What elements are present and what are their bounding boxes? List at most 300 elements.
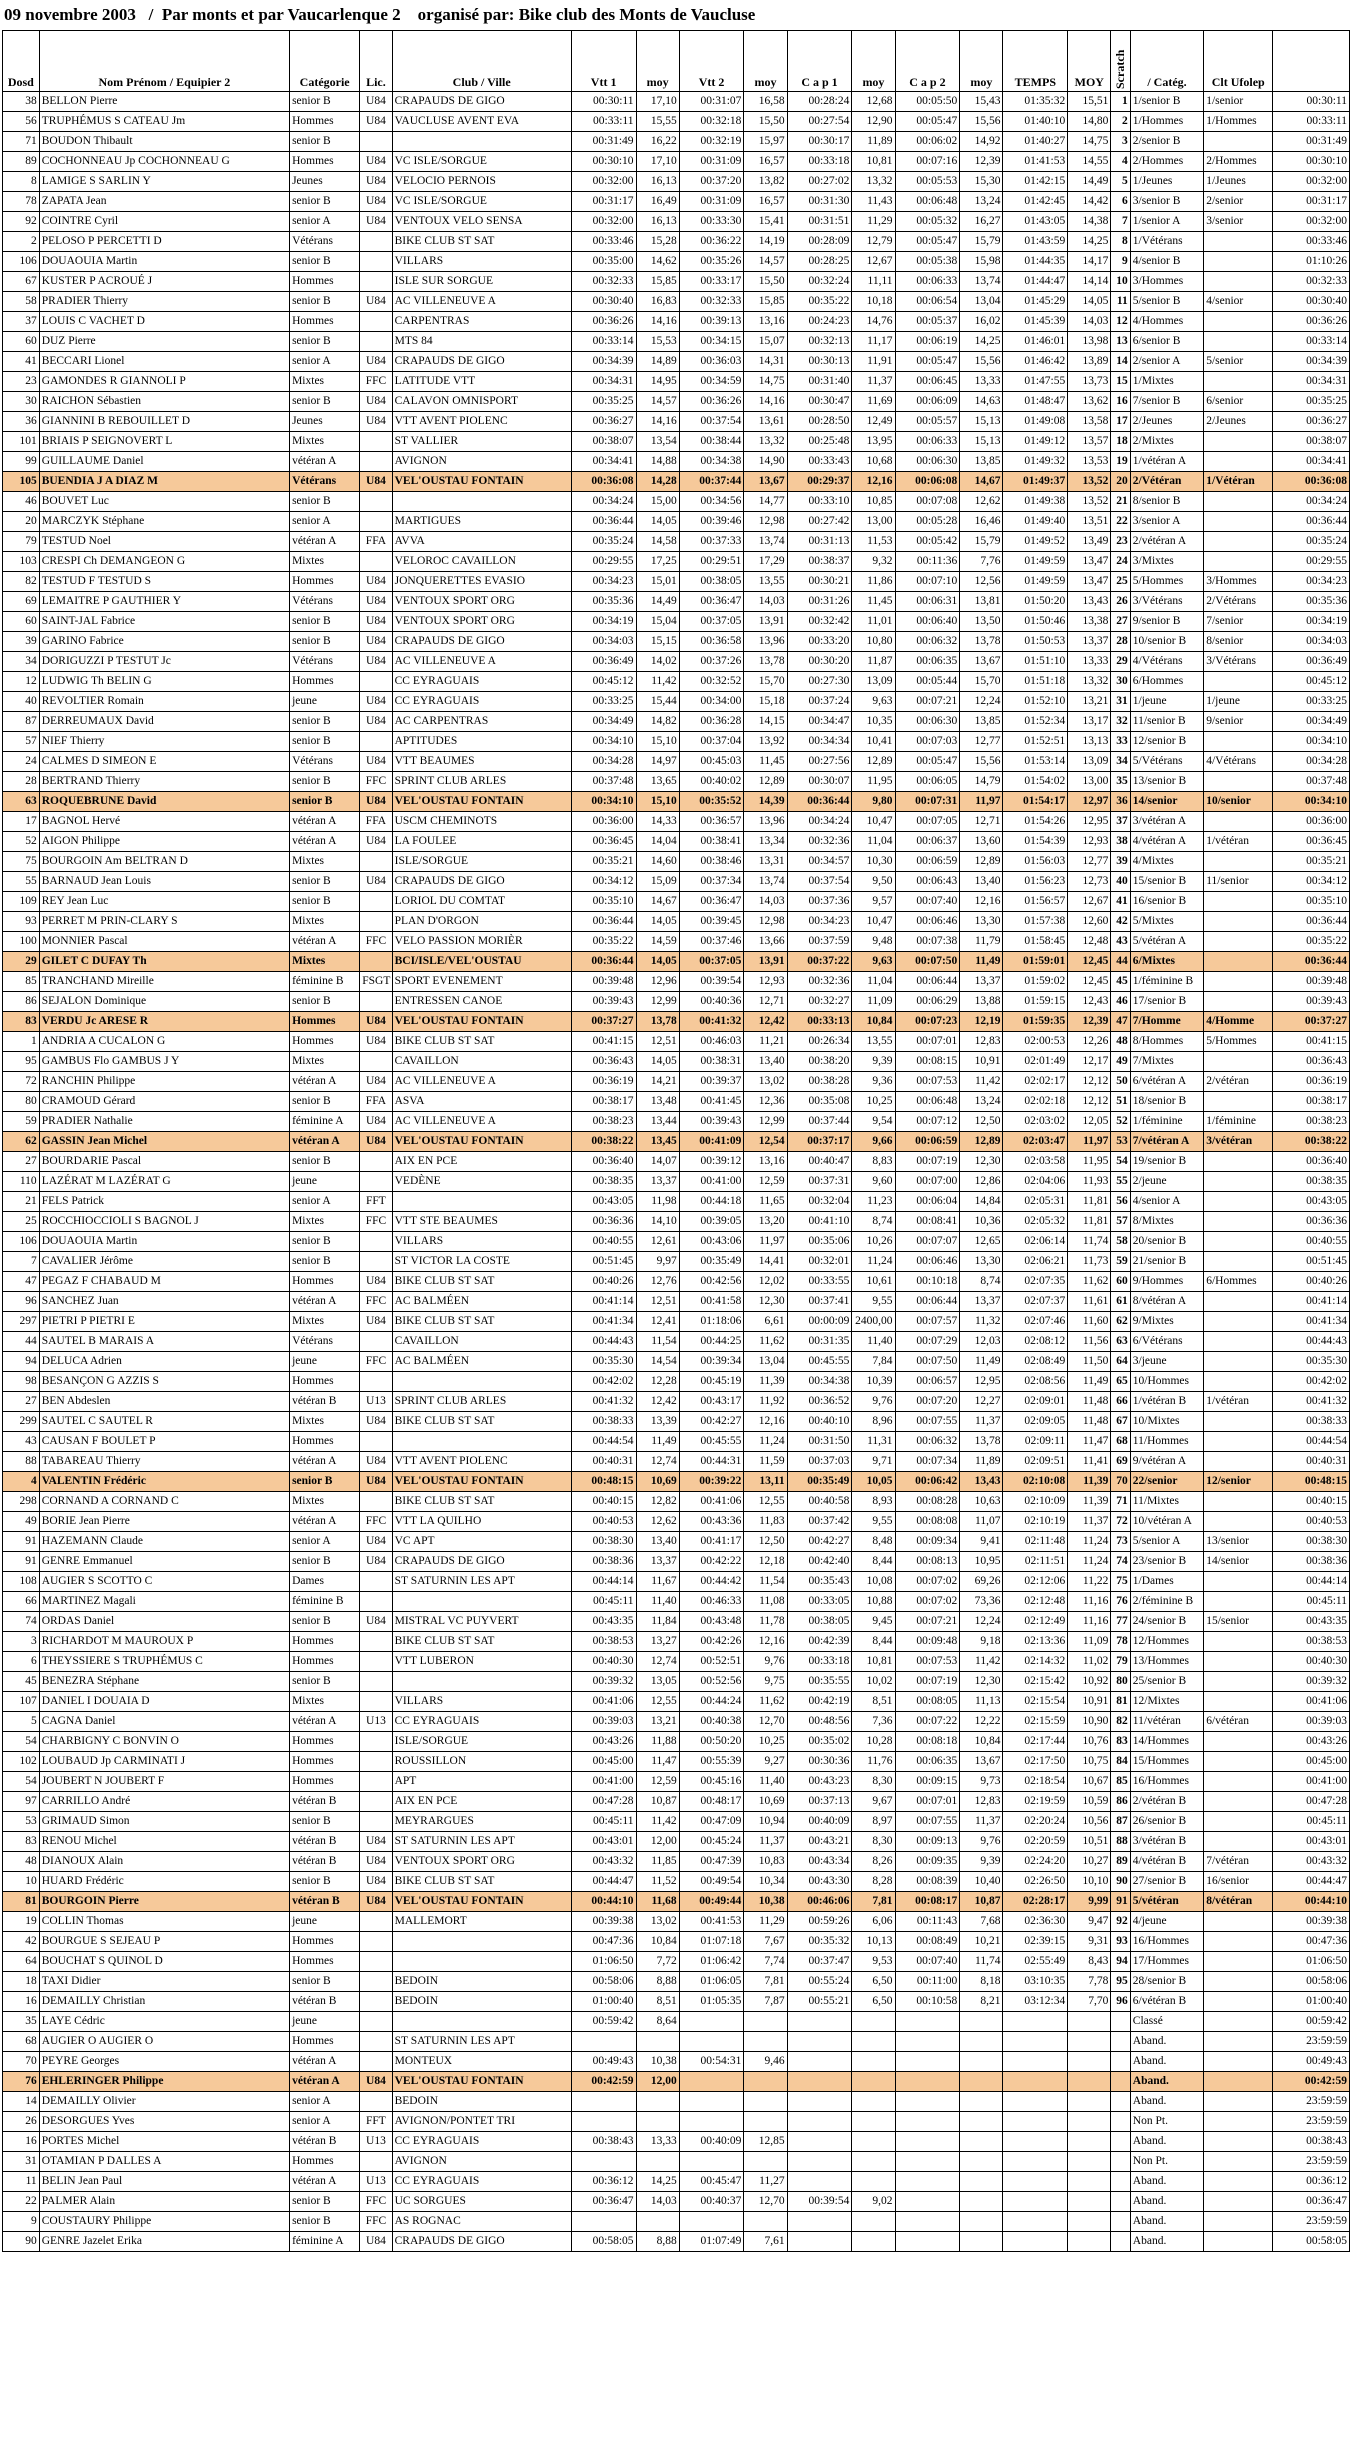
- table-cell: BUENDIA J A DIAZ M: [39, 472, 289, 492]
- table-cell: 00:38:30: [1273, 1532, 1350, 1552]
- table-cell: [852, 2012, 895, 2032]
- table-cell: 7/Mixtes: [1130, 1052, 1203, 1072]
- table-cell: 17: [1111, 412, 1130, 432]
- table-cell: 69,26: [960, 1572, 1003, 1592]
- table-cell: 12: [3, 672, 40, 692]
- table-cell: 10,76: [1068, 1732, 1111, 1752]
- table-cell: CARRILLO André: [39, 1792, 289, 1812]
- table-cell: 1/vétéran: [1204, 1392, 1273, 1412]
- table-cell: 14,67: [960, 472, 1003, 492]
- table-cell: 11,85: [636, 1852, 679, 1872]
- table-cell: 16,46: [960, 512, 1003, 532]
- table-cell: 9,80: [852, 792, 895, 812]
- table-cell: 01:43:05: [1003, 212, 1068, 232]
- table-cell: 4/Vétérans: [1204, 752, 1273, 772]
- table-cell: 00:34:57: [787, 852, 852, 872]
- table-cell: U84: [360, 632, 392, 652]
- table-cell: ST SATURNIN LES APT: [392, 2032, 571, 2052]
- table-cell: 2/Hommes: [1204, 152, 1273, 172]
- table-cell: 14,28: [636, 472, 679, 492]
- table-cell: [1204, 1512, 1273, 1532]
- table-cell: 11,27: [744, 2172, 787, 2192]
- table-cell: [1204, 2052, 1273, 2072]
- table-cell: 00:36:00: [1273, 812, 1350, 832]
- table-cell: U84: [360, 1472, 392, 1492]
- table-cell: [1111, 2232, 1130, 2252]
- table-cell: 9,73: [960, 1772, 1003, 1792]
- table-cell: 14,04: [636, 832, 679, 852]
- table-cell: 103: [3, 552, 40, 572]
- table-cell: 01:49:38: [1003, 492, 1068, 512]
- table-cell: 3/Hommes: [1130, 272, 1203, 292]
- table-cell: 27: [3, 1392, 40, 1412]
- table-cell: 4/senior B: [1130, 252, 1203, 272]
- table-cell: 12,24: [960, 692, 1003, 712]
- table-cell: VELOCIO PERNOIS: [392, 172, 571, 192]
- table-cell: 00:39:48: [571, 972, 636, 992]
- table-cell: 00:38:35: [1273, 1172, 1350, 1192]
- table-cell: U84: [360, 1412, 392, 1432]
- table-cell: ROUSSILLON: [392, 1752, 571, 1772]
- table-cell: PEYRE Georges: [39, 2052, 289, 2072]
- table-cell: 9,27: [744, 1752, 787, 1772]
- table-cell: U84: [360, 792, 392, 812]
- table-cell: 2/senior A: [1130, 352, 1203, 372]
- table-cell: [360, 1992, 392, 2012]
- table-cell: [1204, 1432, 1273, 1452]
- table-cell: 00:41:34: [571, 1312, 636, 1332]
- table-cell: 00:44:18: [679, 1192, 744, 1212]
- table-cell: [1111, 2112, 1130, 2132]
- table-cell: 00:39:13: [679, 312, 744, 332]
- table-cell: MEYRARGUES: [392, 1812, 571, 1832]
- table-cell: 15,13: [960, 432, 1003, 452]
- table-cell: 02:11:48: [1003, 1532, 1068, 1552]
- table-cell: 02:08:49: [1003, 1352, 1068, 1372]
- table-cell: 11,95: [1068, 1152, 1111, 1172]
- table-cell: 15,00: [636, 492, 679, 512]
- table-cell: 00:07:55: [895, 1412, 960, 1432]
- table-cell: 8,74: [960, 1272, 1003, 1292]
- table-cell: 10,59: [1068, 1792, 1111, 1812]
- table-cell: U84: [360, 392, 392, 412]
- table-cell: 14,75: [1068, 132, 1111, 152]
- table-cell: 13,57: [1068, 432, 1111, 452]
- table-cell: AIX EN PCE: [392, 1152, 571, 1172]
- table-cell: 15,44: [636, 692, 679, 712]
- table-cell: 00:36:12: [1273, 2172, 1350, 2192]
- table-cell: 13,44: [636, 1112, 679, 1132]
- table-cell: 15,43: [960, 92, 1003, 112]
- table-cell: [1204, 432, 1273, 452]
- table-cell: ROQUEBRUNE David: [39, 792, 289, 812]
- table-cell: 00:32:00: [1273, 172, 1350, 192]
- table-cell: 00:42:56: [679, 1272, 744, 1292]
- table-cell: 00:06:04: [895, 1192, 960, 1212]
- table-cell: [679, 2012, 744, 2032]
- table-cell: U84: [360, 192, 392, 212]
- table-cell: 4/jeune: [1130, 1912, 1203, 1932]
- table-cell: 8,93: [852, 1492, 895, 1512]
- table-cell: GRIMAUD Simon: [39, 1812, 289, 1832]
- table-cell: TRANCHAND Mireille: [39, 972, 289, 992]
- table-cell: 00:32:18: [679, 112, 744, 132]
- table-cell: [636, 2032, 679, 2052]
- table-cell: [1204, 1052, 1273, 1072]
- table-cell: LA FOULEE: [392, 832, 571, 852]
- table-cell: Hommes: [290, 1652, 360, 1672]
- table-cell: 00:32:13: [787, 332, 852, 352]
- table-cell: Non Pt.: [1130, 2112, 1203, 2132]
- table-cell: PRADIER Nathalie: [39, 1112, 289, 1132]
- table-cell: 00:43:26: [1273, 1732, 1350, 1752]
- table-cell: 11,93: [1068, 1172, 1111, 1192]
- table-cell: 8,64: [636, 2012, 679, 2032]
- table-cell: [1204, 1192, 1273, 1212]
- table-cell: SAINT-JAL Fabrice: [39, 612, 289, 632]
- table-cell: Dames: [290, 1572, 360, 1592]
- table-cell: 00:08:08: [895, 1512, 960, 1532]
- table-cell: 00:07:40: [895, 892, 960, 912]
- table-cell: U84: [360, 1832, 392, 1852]
- table-cell: 00:37:26: [679, 652, 744, 672]
- table-cell: 00:31:07: [679, 92, 744, 112]
- table-row: [3, 1752, 1350, 1772]
- table-cell: MONNIER Pascal: [39, 932, 289, 952]
- table-cell: 00:34:28: [1273, 752, 1350, 772]
- table-cell: 02:55:49: [1003, 1952, 1068, 1972]
- table-cell: 78: [3, 192, 40, 212]
- table-cell: [787, 2012, 852, 2032]
- table-cell: 00:06:08: [895, 472, 960, 492]
- table-cell: 15,53: [636, 332, 679, 352]
- table-cell: 00:34:19: [571, 612, 636, 632]
- table-cell: 01:35:32: [1003, 92, 1068, 112]
- table-cell: 00:37:27: [571, 1012, 636, 1032]
- table-cell: 13,05: [636, 1672, 679, 1692]
- table-cell: [1204, 852, 1273, 872]
- table-cell: 12,98: [744, 512, 787, 532]
- table-row: [3, 2112, 1350, 2132]
- table-cell: VC APT: [392, 1532, 571, 1552]
- table-cell: GAMONDES R GIANNOLI P: [39, 372, 289, 392]
- table-cell: 14,95: [636, 372, 679, 392]
- table-cell: 00:33:46: [1273, 232, 1350, 252]
- table-cell: 11/senior B: [1130, 712, 1203, 732]
- table-cell: 00:42:27: [679, 1412, 744, 1432]
- table-cell: 13,65: [636, 772, 679, 792]
- table-cell: 00:34:31: [1273, 372, 1350, 392]
- table-row: [3, 692, 1350, 712]
- table-cell: 13,62: [1068, 392, 1111, 412]
- table-cell: 13,78: [960, 632, 1003, 652]
- table-cell: 14,92: [960, 132, 1003, 152]
- table-cell: 11/Hommes: [1130, 1432, 1203, 1452]
- table-cell: U13: [360, 1392, 392, 1412]
- table-cell: 00:45:16: [679, 1772, 744, 1792]
- table-cell: 4/senior: [1204, 292, 1273, 312]
- table-cell: 00:30:11: [1273, 92, 1350, 112]
- table-row: [3, 612, 1350, 632]
- table-cell: VENTOUX SPORT ORG: [392, 592, 571, 612]
- table-cell: U84: [360, 832, 392, 852]
- table-cell: 8,43: [1068, 1952, 1111, 1972]
- table-cell: AIGON Philippe: [39, 832, 289, 852]
- table-cell: 00:43:01: [571, 1832, 636, 1852]
- table-cell: 62: [3, 1132, 40, 1152]
- table-cell: 2/jeune: [1130, 1172, 1203, 1192]
- table-cell: 12,90: [852, 112, 895, 132]
- table-cell: [392, 2012, 571, 2032]
- table-cell: 75: [1111, 1572, 1130, 1592]
- table-cell: 12,89: [960, 1132, 1003, 1152]
- table-cell: 11,91: [852, 352, 895, 372]
- table-cell: 67: [3, 272, 40, 292]
- table-cell: 11,79: [960, 932, 1003, 952]
- table-cell: 13,82: [744, 172, 787, 192]
- table-cell: 00:35:24: [1273, 532, 1350, 552]
- table-cell: 00:42:59: [1273, 2072, 1350, 2092]
- table-cell: 8,44: [852, 1632, 895, 1652]
- table-cell: 11,39: [744, 1372, 787, 1392]
- table-cell: 10,63: [960, 1492, 1003, 1512]
- table-cell: 00:45:11: [1273, 1592, 1350, 1612]
- table-cell: 00:36:52: [787, 1392, 852, 1412]
- table-cell: 02:39:15: [1003, 1932, 1068, 1952]
- table-cell: 10,84: [852, 1012, 895, 1032]
- column-header: Scratch: [1111, 31, 1130, 92]
- table-cell: PALMER Alain: [39, 2192, 289, 2212]
- table-cell: senior B: [290, 132, 360, 152]
- table-cell: 01:52:34: [1003, 712, 1068, 732]
- table-cell: [1111, 2072, 1130, 2092]
- table-cell: 00:35:55: [787, 1672, 852, 1692]
- table-cell: 00:52:51: [679, 1652, 744, 1672]
- table-cell: 98: [3, 1372, 40, 1392]
- table-cell: CARPENTRAS: [392, 312, 571, 332]
- table-cell: [1204, 452, 1273, 472]
- table-cell: 11,09: [1068, 1632, 1111, 1652]
- table-cell: 00:37:36: [787, 892, 852, 912]
- table-cell: 47: [1111, 1012, 1130, 1032]
- table-cell: 00:36:57: [679, 812, 744, 832]
- table-cell: 1/senior A: [1130, 212, 1203, 232]
- table-cell: 00:38:36: [571, 1552, 636, 1572]
- column-header: Catégorie: [290, 31, 360, 92]
- table-cell: Vétérans: [290, 232, 360, 252]
- table-cell: 00:34:31: [571, 372, 636, 392]
- table-cell: 10,41: [852, 732, 895, 752]
- table-cell: 00:40:15: [1273, 1492, 1350, 1512]
- table-cell: 10,80: [852, 632, 895, 652]
- table-cell: 00:38:05: [787, 1612, 852, 1632]
- table-cell: 00:08:13: [895, 1552, 960, 1572]
- table-cell: U84: [360, 1892, 392, 1912]
- table-cell: [895, 2092, 960, 2112]
- table-cell: 13,67: [960, 1752, 1003, 1772]
- table-cell: 76: [1111, 1592, 1130, 1612]
- table-cell: 15,41: [744, 212, 787, 232]
- table-cell: 00:43:05: [571, 1192, 636, 1212]
- table-cell: [1111, 2052, 1130, 2072]
- table-cell: [1204, 1452, 1273, 1472]
- table-cell: 3/vétéran B: [1130, 1832, 1203, 1852]
- table-cell: CC EYRAGUAIS: [392, 692, 571, 712]
- table-cell: [895, 2212, 960, 2232]
- table-row: [3, 1692, 1350, 1712]
- table-cell: 00:47:28: [571, 1792, 636, 1812]
- table-cell: ZAPATA Jean: [39, 192, 289, 212]
- table-cell: 38: [3, 92, 40, 112]
- table-cell: 00:10:58: [895, 1992, 960, 2012]
- table-cell: 5/senior A: [1130, 1532, 1203, 1552]
- table-cell: COINTRE Cyril: [39, 212, 289, 232]
- table-cell: 12,18: [744, 1552, 787, 1572]
- table-cell: 00:55:39: [679, 1752, 744, 1772]
- table-cell: 11,04: [852, 832, 895, 852]
- table-cell: [1111, 2012, 1130, 2032]
- table-cell: 02:28:17: [1003, 1892, 1068, 1912]
- table-cell: 71: [1111, 1492, 1130, 1512]
- table-cell: 02:13:36: [1003, 1632, 1068, 1652]
- table-cell: 14,75: [744, 372, 787, 392]
- table-cell: 13,58: [1068, 412, 1111, 432]
- table-cell: 6/Hommes: [1204, 1272, 1273, 1292]
- table-cell: [852, 2132, 895, 2152]
- table-cell: 10,67: [1068, 1772, 1111, 1792]
- table-cell: 6/vétéran: [1204, 1712, 1273, 1732]
- table-cell: 00:47:36: [571, 1932, 636, 1952]
- table-cell: 00:35:32: [787, 1932, 852, 1952]
- table-cell: 1/Hommes: [1204, 112, 1273, 132]
- table-cell: 00:36:36: [571, 1212, 636, 1232]
- table-cell: 00:06:32: [895, 1432, 960, 1452]
- table-cell: 00:38:23: [571, 1112, 636, 1132]
- table-cell: vétéran A: [290, 812, 360, 832]
- table-cell: REY Jean Luc: [39, 892, 289, 912]
- table-cell: senior B: [290, 1152, 360, 1172]
- table-cell: 11,48: [1068, 1412, 1111, 1432]
- table-cell: U84: [360, 612, 392, 632]
- table-cell: 12,36: [744, 1092, 787, 1112]
- table-row: [3, 2172, 1350, 2192]
- table-cell: CRAPAUDS DE GIGO: [392, 872, 571, 892]
- table-cell: 13,78: [636, 1012, 679, 1032]
- table-cell: 11: [1111, 292, 1130, 312]
- table-cell: 00:05:53: [895, 172, 960, 192]
- table-cell: 85: [3, 972, 40, 992]
- table-row: [3, 192, 1350, 212]
- table-cell: senior A: [290, 2112, 360, 2132]
- table-cell: VTT BEAUMES: [392, 752, 571, 772]
- table-cell: GILET C DUFAY Th: [39, 952, 289, 972]
- table-cell: 39: [3, 632, 40, 652]
- table-cell: vétéran A: [290, 2072, 360, 2092]
- table-cell: [960, 2092, 1003, 2112]
- table-cell: 101: [3, 432, 40, 452]
- table-cell: 00:35:49: [679, 1252, 744, 1272]
- table-cell: 14,54: [636, 1352, 679, 1372]
- table-cell: 12,12: [1068, 1072, 1111, 1092]
- table-cell: 38: [1111, 832, 1130, 852]
- table-cell: 00:06:29: [895, 992, 960, 1012]
- table-cell: FFA: [360, 532, 392, 552]
- table-cell: 00:37:24: [787, 692, 852, 712]
- table-cell: senior A: [290, 512, 360, 532]
- table-cell: 00:44:24: [679, 1692, 744, 1712]
- table-cell: 00:34:39: [571, 352, 636, 372]
- table-cell: 00:43:05: [1273, 1192, 1350, 1212]
- table-cell: 13,32: [744, 432, 787, 452]
- table-cell: 15,04: [636, 612, 679, 632]
- table-cell: [1003, 2112, 1068, 2132]
- table-cell: 13,37: [636, 1552, 679, 1572]
- table-cell: U84: [360, 172, 392, 192]
- table-cell: U84: [360, 212, 392, 232]
- table-cell: 16: [3, 2132, 40, 2152]
- column-header: Nom Prénom / Equipier 2: [39, 31, 289, 92]
- table-cell: 100: [3, 932, 40, 952]
- table-cell: 81: [1111, 1692, 1130, 1712]
- table-cell: 12,73: [1068, 872, 1111, 892]
- table-cell: 00:33:43: [787, 452, 852, 472]
- table-cell: 02:06:21: [1003, 1252, 1068, 1272]
- table-cell: 58: [1111, 1232, 1130, 1252]
- table-cell: 9,39: [852, 1052, 895, 1072]
- table-cell: 9,54: [852, 1112, 895, 1132]
- table-cell: 11,65: [744, 1192, 787, 1212]
- table-cell: 00:36:49: [571, 652, 636, 672]
- table-cell: 6: [3, 1652, 40, 1672]
- table-cell: [1003, 2192, 1068, 2212]
- table-cell: 8/vétéran A: [1130, 1292, 1203, 1312]
- table-cell: 00:31:40: [787, 372, 852, 392]
- table-cell: 12/senior B: [1130, 732, 1203, 752]
- table-cell: 00:06:44: [895, 1292, 960, 1312]
- table-cell: [1204, 1232, 1273, 1252]
- table-cell: 13,04: [960, 292, 1003, 312]
- table-cell: 18/senior B: [1130, 1092, 1203, 1112]
- table-cell: 00:43:48: [679, 1612, 744, 1632]
- table-cell: vétéran A: [290, 932, 360, 952]
- table-cell: 00:34:10: [571, 792, 636, 812]
- table-cell: 8,74: [852, 1212, 895, 1232]
- table-cell: 81: [3, 1892, 40, 1912]
- table-cell: 00:37:05: [679, 952, 744, 972]
- table-cell: [1204, 2012, 1273, 2032]
- table-cell: 00:40:02: [679, 772, 744, 792]
- table-cell: 10/Mixtes: [1130, 1412, 1203, 1432]
- table-cell: 14,05: [1068, 292, 1111, 312]
- table-cell: U84: [360, 92, 392, 112]
- table-cell: 18: [1111, 432, 1130, 452]
- table-cell: BRIAIS P SEIGNOVERT L: [39, 432, 289, 452]
- table-cell: 00:37:44: [787, 1112, 852, 1132]
- table-cell: 14,17: [1068, 252, 1111, 272]
- table-cell: 00:07:02: [895, 1572, 960, 1592]
- table-cell: 48: [1111, 1032, 1130, 1052]
- table-cell: Jeunes: [290, 172, 360, 192]
- table-cell: Aband.: [1130, 2172, 1203, 2192]
- table-row: [3, 1512, 1350, 1532]
- table-cell: 00:35:22: [1273, 932, 1350, 952]
- table-cell: 8,30: [852, 1772, 895, 1792]
- table-cell: 00:41:06: [679, 1492, 744, 1512]
- table-cell: 1/Jeunes: [1130, 172, 1203, 192]
- table-cell: 14,49: [636, 592, 679, 612]
- table-cell: 02:10:19: [1003, 1512, 1068, 1532]
- table-cell: 13,95: [852, 432, 895, 452]
